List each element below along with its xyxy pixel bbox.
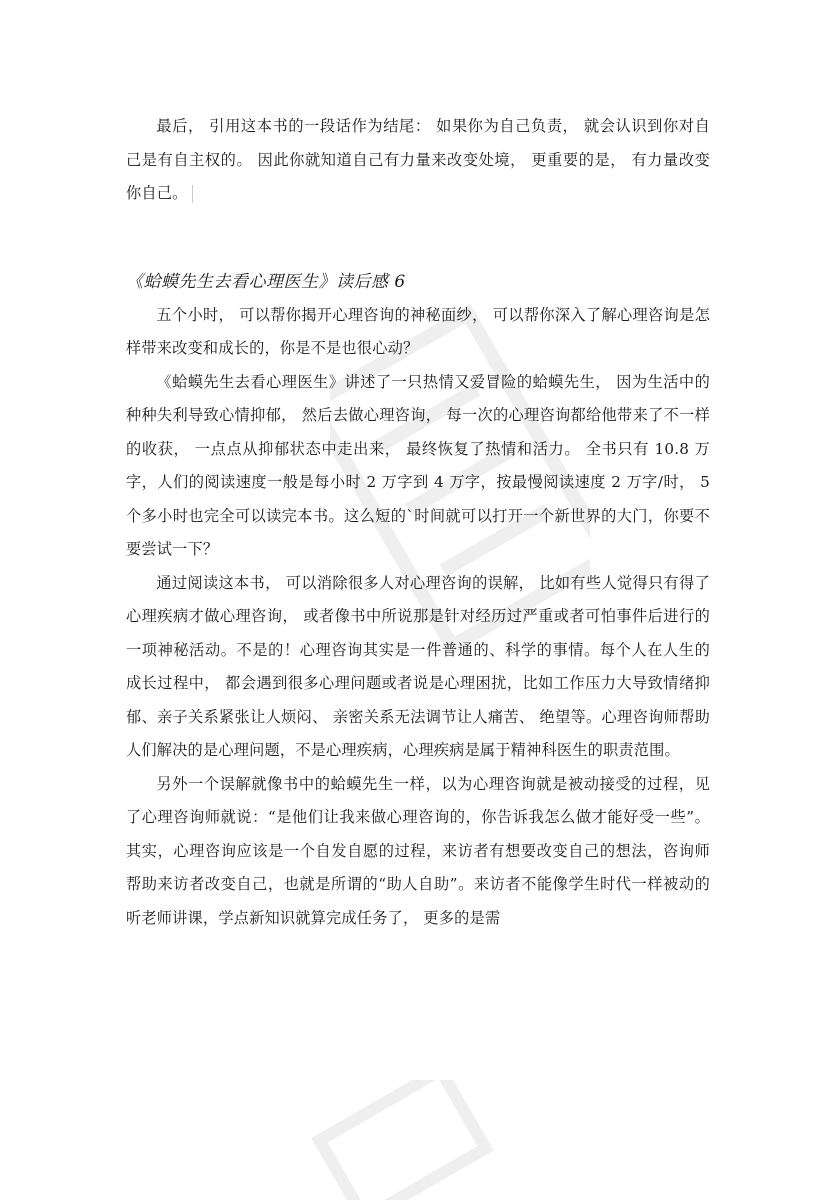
document-body [126, 110, 710, 935]
paragraph-misconception-2: 另外一个误解就像书中的蛤蟆先生一样，以为心理咨询就是被动接受的过程，见了心理咨询师就说：“是他们让我来做心理咨询的，你告诉我怎么做才能好受一些”。其实，心理咨询应该是一个自发自愿的过程，来访者有想要改变自己的想法，咨询师帮助来访者改变自己，也就是所谓的“助人自助”。来访者不能像学生时代一样被动的听老师讲课，学点新知识就算完成任务了， 更多的是需 [126, 774, 710, 927]
paragraph-misconception-1: 通过阅读这本书， 可以消除很多人对心理咨询的误解， 比如有些人觉得只有得了心理疾病才做心理咨询， 或者像书中所说那是针对经历过严重或者可怕事件后进行的一项神秘活动。不是的！心理咨询其实是一件普通的、科学的事情。每个人在人生的成长过程中， 都会遇到很多心理问题或者说是心理困扰，比如工作压力大导致情绪抑郁、亲子关系紧张让人烦闷、 亲密关系无法调节让人痛苦、 绝望等。心理咨询师帮助人们解决的是心理问题，不是心理疾病，心理疾病是属于精神科医生的职责范围。 [126, 573, 710, 759]
paragraph-intro: 五个小时， 可以帮你揭开心理咨询的神秘面纱， 可以帮你深入了解心理咨询是怎样带来改变和成长的，你是不是也很心动？ [126, 305, 710, 357]
paragraph-summary: 《蛤蟆先生去看心理医生》讲述了一只热情又爱冒险的蛤蟆先生， 因为生活中的种种失利导致心情抑郁， 然后去做心理咨询， 每一次的心理咨询都给他带来了不一样的收获， 一点点从抑郁状态中走出来， 最终恢复了热情和活力。 全书只有 10.8 万字，人们的阅读速度一般是每小时 2 万字到 4 万字，按最慢阅读速度 2 万字/时， 5 个多小时也完全可以读完本书。这么短的`时间就可以打开一个新世界的大门，你要不要尝试一下？ [126, 372, 710, 558]
paragraph-conclusion-text: 最后， 引用这本书的一段话作为结尾： 如果你为自己负责， 就会认识到你对自己是有自主权的。 因此你就知道自己有力量来改变处境， 更重要的是， 有力量改变你自己。 [126, 117, 710, 202]
text-cursor [192, 185, 193, 203]
section-title: 《蛤蟆先生去看心理医生》读后感 6 [126, 271, 406, 292]
paragraph-conclusion [126, 110, 710, 211]
watermark-logo-bottom [300, 1080, 500, 1200]
